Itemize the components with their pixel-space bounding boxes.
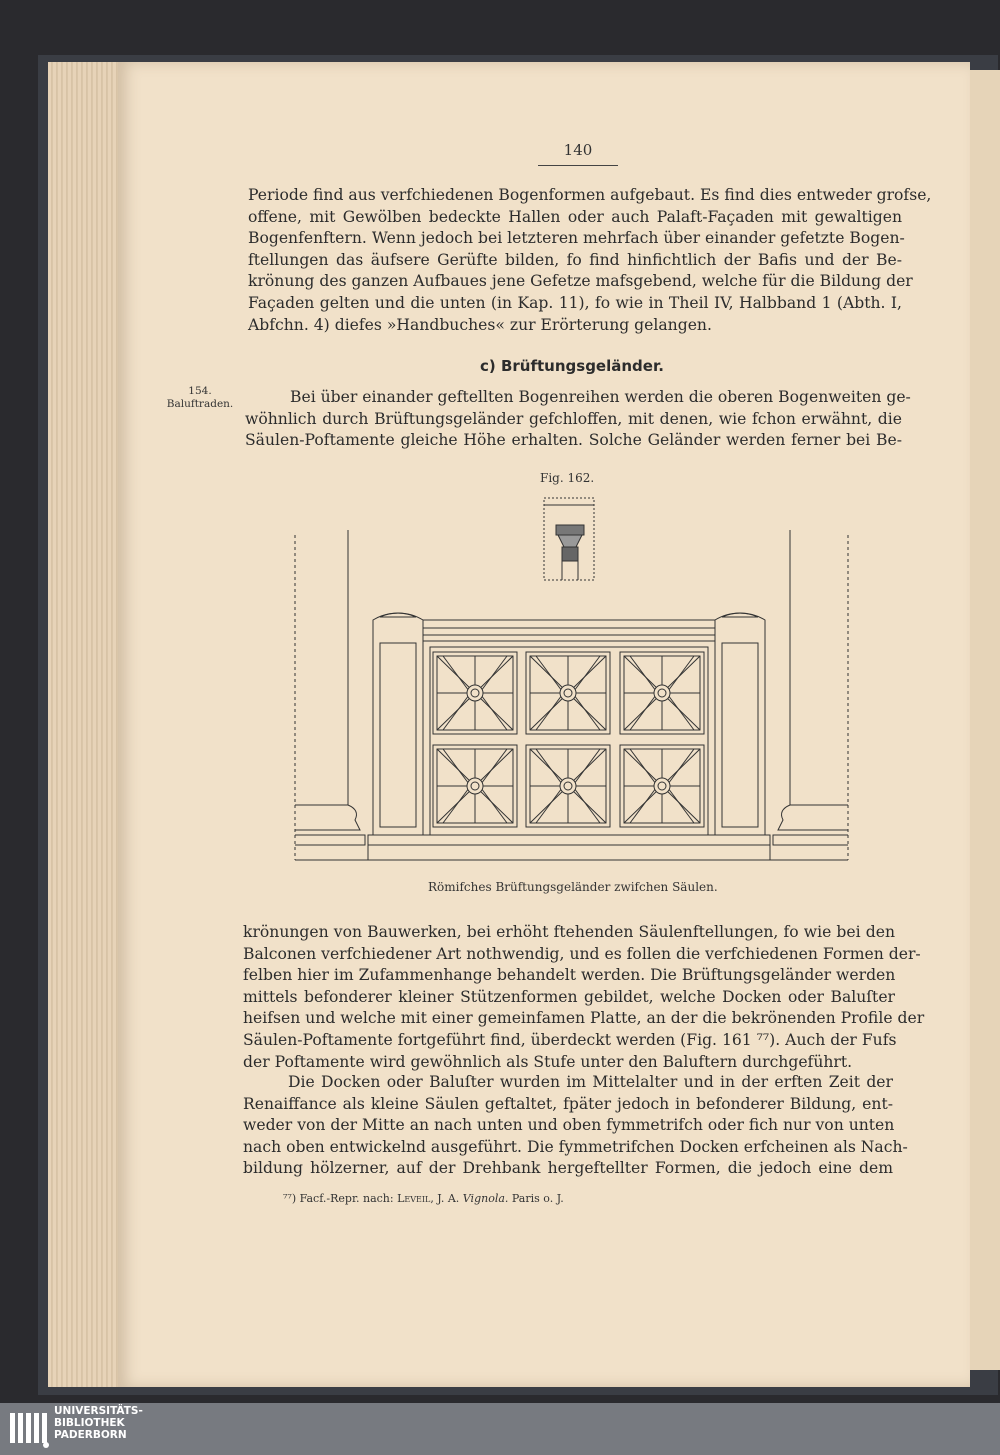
paragraph-2: [245, 387, 911, 452]
text-line: Bei über einander geftellten Bogenreihen werden die oberen Bogenweiten ge-: [290, 388, 911, 406]
lattice-panel: [620, 745, 704, 827]
text-line: Abfchn. 4) diefes »Handbuches« zur Erörterung gelangen.: [248, 315, 712, 334]
text-line: ftellungen das äufsere Gerüfte bilden, fo find hinfichtlich der Bafis und der Be-: [248, 250, 902, 269]
paragraph-4: [243, 1072, 908, 1180]
lattice-panel: [526, 745, 610, 827]
right-pedestal: [715, 613, 765, 835]
library-name: UNIVERSITÄTS- BIBLIOTHEK PADERBORN: [54, 1405, 143, 1441]
text-line: Renaiffance als kleine Säulen geftaltet, fpäter jedoch in befonderer Bildung, ent-: [243, 1094, 893, 1113]
page-stack: [48, 62, 128, 1387]
text-line: offene, mit Gewölben bedeckte Hallen oder auch Palaft-Façaden mit gewaltigen: [248, 207, 902, 226]
lattice-panel: [433, 652, 517, 734]
text-line: wöhnlich durch Brüftungsgeländer gefchloffen, mit denen, wie fchon erwähnt, die: [245, 409, 902, 428]
text-line: bildung hölzerner, auf der Drehbank hergeftellter Formen, die jedoch eine dem: [243, 1159, 893, 1178]
text-line: Periode find aus verfchiedenen Bogenformen aufgebaut. Es find dies entweder grofse,: [248, 186, 932, 204]
text-line: heifsen und welche mit einer gemeinfamen Platte, an der die bekrönenden Profile der: [243, 1009, 925, 1028]
text-line: felben hier im Zufammenhange behandelt werden. Die Brüftungsgeländer werden: [243, 966, 896, 985]
margin-note-label: Baluftraden.: [166, 398, 234, 410]
text-line: Säulen-Poftamente gleiche Höhe erhalten. Solche Geländer werden ferner bei Be-: [245, 431, 902, 450]
lattice-panel: [620, 652, 704, 734]
text-line: Die Docken oder Baluſter wurden im Mittelalter und in der erften Zeit der: [288, 1073, 893, 1091]
footnote: ⁷⁷) Facf.-Repr. nach: Leveil, J. A. Vignola. Paris o. J.: [283, 1192, 564, 1205]
text-line: Bogenfenftern. Wenn jedoch bei letzteren mehrfach über einander gefetzte Bogen-: [248, 229, 905, 248]
paragraph-1: [248, 185, 932, 336]
lattice-panel: [433, 745, 517, 827]
margin-note: [160, 385, 240, 411]
margin-note-number: 154.: [188, 385, 212, 397]
text-line: krönungen von Bauwerken, bei erhöht ftehenden Säulenftellungen, fo wie bei den: [243, 923, 895, 941]
text-line: nach oben entwickelnd ausgeführt. Die fymmetrifchen Docken erfcheinen als Nach-: [243, 1137, 908, 1156]
text-line: der Poftamente wird gewöhnlich als Stufe unter den Baluftern durchgeführt.: [243, 1052, 853, 1071]
lattice-panel: [526, 652, 610, 734]
balustrade-figure: [290, 495, 850, 875]
lattice-panels: [433, 652, 704, 827]
library-footer-bar: [0, 1403, 1000, 1455]
text-line: Façaden gelten und die unten (in Kap. 11), fo wie in Theil IV, Halbband 1 (Abth. I,: [248, 293, 902, 312]
section-heading: c) Brüftungsgeländer.: [480, 357, 664, 375]
text-line: weder von der Mitte an nach unten und oben fymmetrifch oder fich nur von unten: [243, 1116, 895, 1135]
page-number: 140: [538, 141, 618, 166]
figure-caption: Römifches Brüftungsgeländer zwifchen Säulen.: [428, 880, 718, 894]
text-line: Balconen verfchiedener Art nothwendig, und es follen die verfchiedenen Formen der-: [243, 944, 921, 963]
text-line: krönung des ganzen Aufbaues jene Gefetze mafsgebend, welche für die Bildung der: [248, 272, 913, 291]
library-logo-icon: [8, 1409, 50, 1449]
profile-detail: [544, 498, 594, 580]
left-pedestal: [373, 613, 423, 835]
text-line: Säulen-Poftamente fortgeführt find, überdeckt werden (Fig. 161 ⁷⁷). Auch der Fufs: [243, 1030, 897, 1049]
text-line: mittels befonderer kleiner Stützenformen gebildet, welche Docken oder Baluſter: [243, 987, 895, 1006]
figure-label: Fig. 162.: [540, 471, 595, 485]
paragraph-3: [243, 922, 925, 1073]
